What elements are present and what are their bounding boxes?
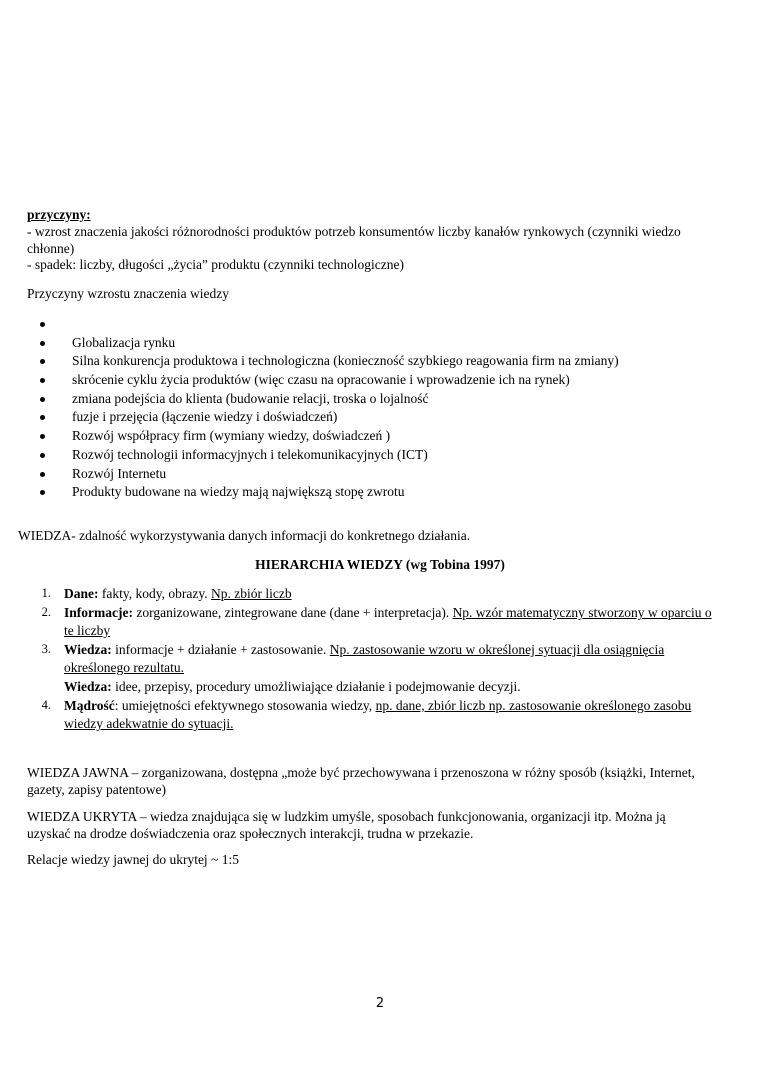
bullet-icon [40, 397, 45, 402]
item-number: 3. [41, 642, 51, 656]
list-item [40, 315, 619, 334]
list-item: Rozwój technologii informacyjnych i telekomunikacyjnych (ICT) [40, 446, 619, 465]
hierarchy-item-informacje: Informacje: zorganizowane, zintegrowane dane (dane + interpretacja). Np. wzór matematyczny stworzony w oparciu o [64, 605, 712, 620]
tacit-knowledge-line-2: uzyskać na drodze doświadczenia oraz społecznych interakcji, trudna w przekazie. [27, 826, 474, 841]
hierarchy-item-informacje-cont: te liczby [64, 623, 111, 638]
hierarchy-item-wiedza-alt: Wiedza: idee, przepisy, procedury umożliwiające działanie i podejmowanie decyzji. [64, 679, 521, 694]
bullet-icon [40, 341, 45, 346]
bullet-icon [40, 378, 45, 383]
tacit-knowledge-line-1: WIEDZA UKRYTA – wiedza znajdująca się w ludzkim umyśle, sposobach funkcjonowania, organizacji itp. Można ją [27, 809, 666, 824]
explicit-knowledge-line-2: gazety, zapisy patentowe) [27, 782, 166, 797]
bullet-icon [40, 490, 45, 495]
causes-line-2: - spadek: liczby, długości „życia” produktu (czynniki technologiczne) [27, 257, 404, 272]
list-item: Rozwój Internetu [40, 465, 619, 484]
list-item: fuzje i przejęcia (łączenie wiedzy i doświadczeń) [40, 408, 619, 427]
growth-bullet-list [40, 315, 619, 502]
item-number: 1. [41, 586, 51, 600]
growth-title: Przyczyny wzrostu znaczenia wiedzy [27, 286, 230, 301]
bullet-icon [40, 415, 45, 420]
causes-line-1b: chłonne) [27, 241, 75, 256]
hierarchy-item-wiedza: Wiedza: informacje + działanie + zastosowanie. Np. zastosowanie wzoru w określonej sytuacji dla osiągnięcia [64, 642, 665, 657]
hierarchy-item-madrosc-cont: wiedzy adekwatnie do sytuacji. [64, 716, 234, 731]
list-item: Rozwój współpracy firm (wymiany wiedzy, doświadczeń ) [40, 427, 619, 446]
bullet-icon [40, 322, 45, 327]
item-number: 2. [41, 605, 51, 619]
hierarchy-item-madrosc: Mądrość: umiejętności efektywnego stosowania wiedzy, np. dane, zbiór liczb np. zastosowanie określonego zasobu [64, 698, 692, 713]
bullet-icon [40, 453, 45, 458]
item-number: 4. [41, 698, 51, 712]
bullet-icon [40, 472, 45, 477]
list-item: Produkty budowane na wiedzy mają największą stopę zwrotu [40, 483, 619, 502]
hierarchy-item-dane: Dane: fakty, kody, obrazy. Np. zbiór liczb [64, 586, 292, 601]
list-item: skrócenie cyklu życia produktów (więc czasu na opracowanie i wprowadzenie ich na rynek) [40, 371, 619, 390]
knowledge-definition: WIEDZA- zdalność wykorzystywania danych informacji do konkretnego działania. [18, 528, 471, 543]
hierarchy-item-wiedza-cont: określonego rezultatu. [64, 660, 184, 675]
list-item: Globalizacja rynku [40, 334, 619, 353]
causes-heading: przyczyny: [27, 207, 91, 222]
page-number: 2 [375, 996, 385, 1011]
knowledge-ratio: Relacje wiedzy jawnej do ukrytej ~ 1:5 [27, 852, 239, 867]
bullet-icon [40, 434, 45, 439]
list-item: zmiana podejścia do klienta (budowanie relacji, troska o lojalność [40, 390, 619, 409]
list-item: Silna konkurencja produktowa i technologiczna (konieczność szybkiego reagowania firm na zmiany) [40, 352, 619, 371]
hierarchy-title: HIERARCHIA WIEDZY (wg Tobina 1997) [255, 557, 505, 572]
causes-line-1a: - wzrost znaczenia jakości różnorodności produktów potrzeb konsumentów liczby kanałów rynkowych (czynniki wiedzo [27, 224, 681, 239]
explicit-knowledge-line-1: WIEDZA JAWNA – zorganizowana, dostępna „może być przechowywana i przenoszona w różny sposób (książki, Internet, [27, 765, 695, 780]
bullet-icon [40, 359, 45, 364]
